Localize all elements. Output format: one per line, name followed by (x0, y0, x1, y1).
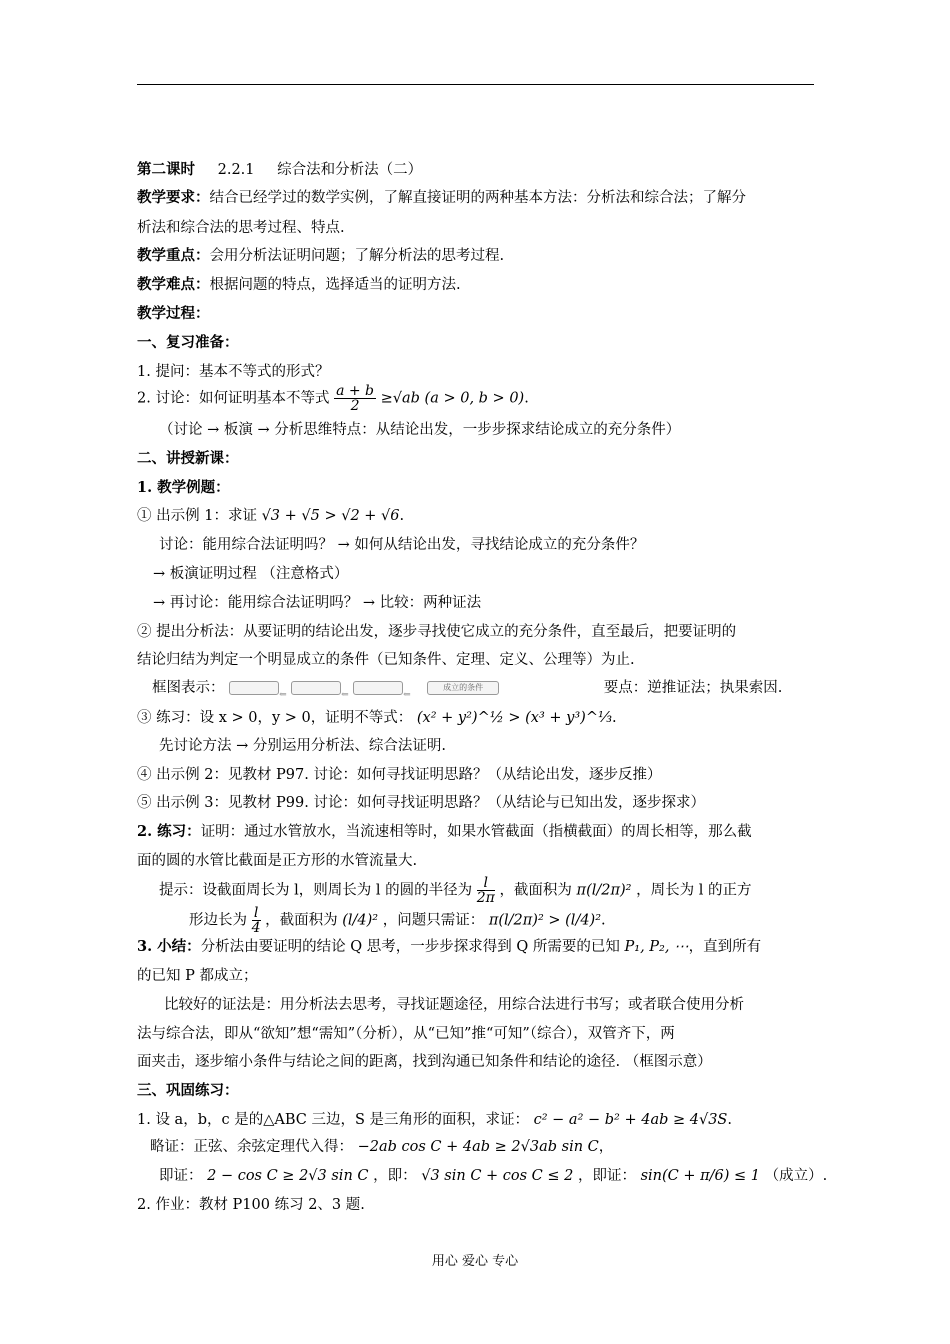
section-2-title: 二、讲授新课： (137, 450, 239, 467)
flow-box-1 (229, 681, 279, 695)
flowchart-line: 框图表示： ⇐ ⇐ ⇐ 成立的条件 要点：逆推证法；执果索因. (152, 680, 783, 700)
flowchart-diagram: ⇐ ⇐ ⇐ 成立的条件 (229, 679, 509, 697)
example-3: ⑤ 出示例 3：见教材 P99. 讨论：如何寻找证明思路？（从结论与已知出发，逐步探求） (137, 795, 705, 811)
exercise-q1: 1. 设 a，b，c 是的△ABC 三边，S 是三角形的面积，求证： c² − a² − b² + 4ab ≥ 4√3S. (137, 1112, 732, 1128)
review-note: （讨论 → 板演 → 分析思维特点：从结论出发，一步步探求结论成立的充分条件） (159, 422, 681, 438)
example-2: ④ 出示例 2：见教材 P97. 讨论：如何寻找证明思路？（从结论出发，逐步反推） (137, 767, 662, 783)
practice-cont: 面的圆的水管比截面是正方形的水管流量大. (137, 853, 418, 869)
exercise-q1-chain: 即证： 2 − cos C ≥ 2√3 sin C ，即： √3 sin C + cos C ≤ 2 ，即证： sin(C + π/6) ≤ 1 （成立）. (159, 1168, 828, 1184)
example-1: ① 出示例 1：求证 √3 + √5 > √2 + √6. (137, 508, 405, 524)
lesson-title: 第二课时 2.2.1 综合法和分析法（二） (137, 161, 423, 178)
example-1-compare: → 再讨论：能用综合法证明吗？ → 比较：两种证法 (153, 595, 482, 611)
example-1-board: → 板演证明过程 （注意格式） (153, 566, 349, 582)
exercise-3: ③ 练习：设 x > 0，y > 0，证明不等式： (x² + y²)^½ > (x³ + y³)^⅓. (137, 710, 617, 726)
key-points: 教学重点：会用分析法证明问题；了解分析法的思考过程. (137, 247, 505, 264)
exercise-q1-proof: 略证：正弦、余弦定理代入得： −2ab cos C + 4ab ≥ 2√3ab sin C， (150, 1139, 614, 1155)
hint-line-2: 形边长为 $\frac{l}{4}$ ，截面积为 (l/4)² ，问题只需证： π(l/2π)² > (l/4)². (189, 905, 606, 936)
difficulties: 教学难点：根据问题的特点，选择适当的证明方法. (137, 276, 461, 293)
page-footer: 用心 爱心 专心 (431, 1254, 519, 1269)
summary: 3. 小结：分析法由要证明的结论 Q 思考，一步步探求得到 Q 所需要的已知 P₁, P₂, ⋯，直到所有 (137, 938, 762, 955)
fraction-a-plus-b-over-2: $\frac{a + b}{2}$ (336, 383, 375, 414)
section-1-title: 一、复习准备： (137, 334, 239, 351)
exercise-3-method: 先讨论方法 → 分别运用分析法、综合法证明. (159, 738, 446, 754)
examples-heading: 1. 教学例题： (137, 479, 230, 496)
review-item-1: 1. 提问：基本不等式的形式？ (137, 364, 330, 380)
review-item-2: 2. 讨论：如何证明基本不等式 $\frac{a + b}{2}$ ≥√ab (a > 0, b > 0). (137, 383, 529, 414)
comparison-3: 面夹击，逐步缩小条件与结论之间的距离，找到沟通已知条件和结论的途径. （框图示意） (137, 1054, 712, 1070)
requirements: 教学要求：结合已经学过的数学实例，了解直接证明的两种基本方法：分析法和综合法；了解分 (137, 189, 746, 206)
practice: 2. 练习：证明：通过水管放水，当流速相等时，如果水管截面（指横截面）的周长相等，那么截 (137, 823, 752, 840)
flow-box-3 (353, 681, 403, 695)
analysis-method-cont: 结论归结为判定一个明显成立的条件（已知条件、定理、定义、公理等）为止. (137, 652, 635, 668)
process-heading: 教学过程： (137, 305, 210, 322)
example-1-discussion: 讨论：能用综合法证明吗？ → 如何从结论出发，寻找结论成立的充分条件？ (159, 537, 645, 553)
homework: 2. 作业：教材 P100 练习 2、3 题. (137, 1197, 365, 1213)
summary-cont: 的已知 P 都成立； (137, 968, 258, 984)
requirements-cont: 析法和综合法的思考过程、特点. (137, 220, 345, 236)
comparison-2: 法与综合法，即从“欲知”想“需知”（分析），从“已知”推“可知”（综合），双管齐下，两 (137, 1026, 675, 1042)
header-rule (137, 84, 814, 85)
comparison-1: 比较好的证法是：用分析法去思考，寻找证题途径，用综合法进行书写；或者联合使用分析 (164, 997, 744, 1013)
section-3-title: 三、巩固练习： (137, 1082, 239, 1099)
flow-box-2 (291, 681, 341, 695)
flow-box-final: 成立的条件 (427, 681, 499, 695)
hint-line-1: 提示：设截面周长为 l，则周长为 l 的圆的半径为 $\frac{l}{2\pi}$ ，截面积为 π(l/2π)² ，周长为 l 的正方 (159, 875, 752, 906)
analysis-method: ② 提出分析法：从要证明的结论出发，逐步寻找使它成立的充分条件，直至最后，把要证明的 (137, 624, 737, 640)
